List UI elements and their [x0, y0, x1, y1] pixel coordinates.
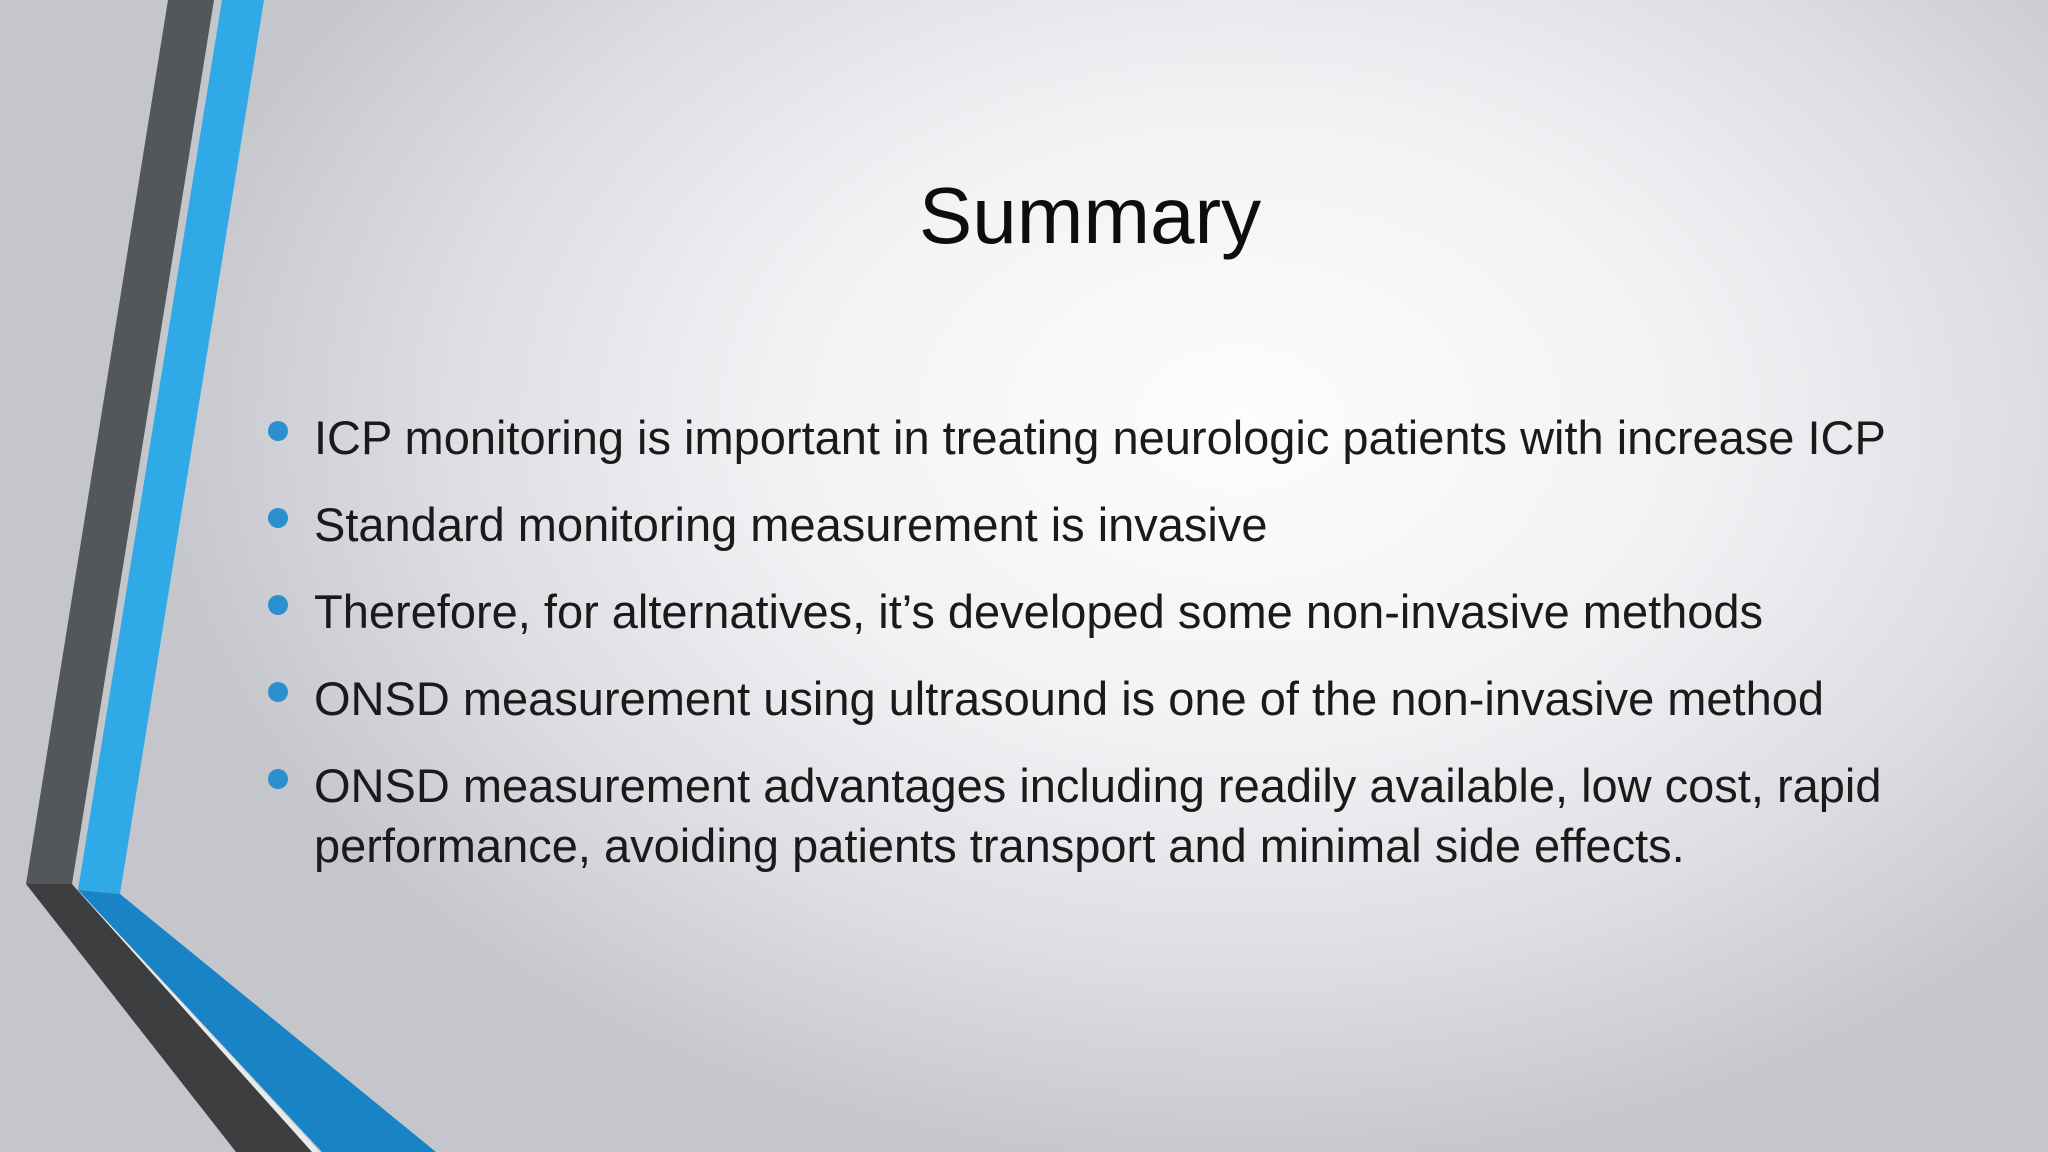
bullet-item: [260, 669, 1940, 729]
bullet-dot-icon: [268, 508, 288, 528]
bullet-item: [260, 495, 1940, 555]
bullet-dot-icon: [268, 682, 288, 702]
slide-title: Summary: [918, 171, 1262, 260]
bullet-item: [260, 756, 1940, 876]
bullet-dot-icon: [268, 595, 288, 615]
bullet-item: [260, 582, 1940, 642]
bullet-text: ICP monitoring is important in treating neurologic patients with increase ICP: [314, 411, 1886, 464]
bullet-dot-icon: [268, 421, 288, 441]
bullet-text: ONSD measurement using ultrasound is one of the non-invasive method: [314, 672, 1825, 725]
bullet-list: [260, 408, 1940, 903]
bullet-text: Standard monitoring measurement is invasive: [314, 498, 1268, 551]
bullet-item: [260, 408, 1940, 468]
bullet-text: Therefore, for alternatives, it’s developed some non-invasive methods: [314, 585, 1764, 638]
bullet-text: ONSD measurement advantages including readily available, low cost, rapid performance, avoiding patients transport and minimal side effects.: [314, 759, 1882, 872]
separator-stripe-lower: [72, 884, 320, 1152]
gray-stripe-lower: [26, 884, 318, 1152]
bullet-dot-icon: [268, 769, 288, 789]
